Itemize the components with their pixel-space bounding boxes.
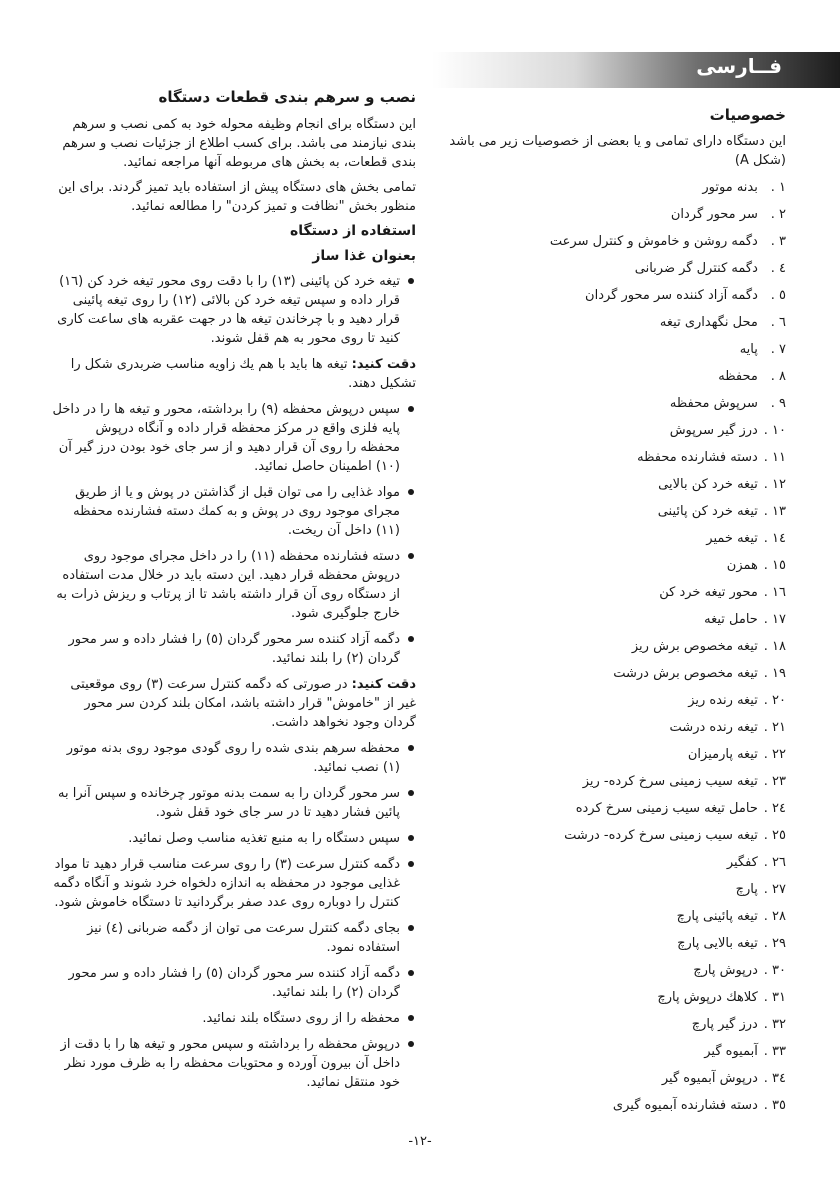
instructions-section bbox=[52, 88, 416, 1099]
part-number: ۱۰ . bbox=[762, 417, 786, 444]
usage-step: مواد غذایی را می توان قبل از گذاشتن در پوش و یا از طریق مجرای موجود روی در پوش و به کمك دسته فشارنده محفظه (۱۱) داخل آن ریخت. bbox=[52, 483, 416, 540]
part-number: ۳۲ . bbox=[762, 1011, 786, 1038]
part-number: ٥ . bbox=[762, 282, 786, 309]
part-number: ۲۷ . bbox=[762, 876, 786, 903]
part-number: ۱۹ . bbox=[762, 660, 786, 687]
note bbox=[52, 675, 416, 732]
part-item bbox=[432, 174, 786, 201]
note-text: تیغه ها باید با هم یك زاویه مناسب ضربدری شکل را تشکیل دهند. bbox=[70, 357, 416, 391]
part-label: تیغه خمیر bbox=[706, 531, 758, 546]
part-number: ۳ . bbox=[762, 228, 786, 255]
part-label: پایه bbox=[739, 342, 758, 357]
part-number: ۸ . bbox=[762, 363, 786, 390]
part-item bbox=[432, 282, 786, 309]
part-item bbox=[432, 633, 786, 660]
part-number: ١٦ . bbox=[762, 579, 786, 606]
assembly-title: نصب و سرهم بندی قطعات دستگاه bbox=[158, 88, 416, 106]
part-item bbox=[432, 255, 786, 282]
usage-step: سر محور گردان را به سمت بدنه موتور چرخانده و سپس آنرا به پائین فشار دهید تا در سر جای خود قفل شود. bbox=[52, 784, 416, 822]
usage-step: دگمه آزاد کننده سر محور گردان (٥) را فشار داده و سر محور گردان (۲) را بلند نمائید. bbox=[52, 964, 416, 1002]
part-label: دسته فشارنده محفظه bbox=[637, 450, 758, 465]
note-text: در صورتی که دگمه کنترل سرعت (۳) روی موقعیتی غیر از "خاموش" قرار داشته باشد، امکان بلند کردن سر محور گردان وجود نخواهد داشت. bbox=[70, 677, 416, 730]
part-number: ۲٦ . bbox=[762, 849, 786, 876]
specifications-title: خصوصیات bbox=[709, 106, 786, 124]
part-item bbox=[432, 498, 786, 525]
page-number: -۱۲- bbox=[408, 1134, 432, 1149]
part-label: تیغه مخصوص برش درشت bbox=[613, 666, 758, 681]
part-number: ۲۹ . bbox=[762, 930, 786, 957]
language-title: فــارسی bbox=[696, 54, 782, 78]
usage-step: محفظه سرهم بندی شده را روی گودی موجود روی بدنه موتور (۱) نصب نمائید. bbox=[52, 739, 416, 777]
part-number: ۱۳ . bbox=[762, 498, 786, 525]
part-number: ۱۸ . bbox=[762, 633, 786, 660]
part-label: همزن bbox=[726, 558, 758, 573]
usage-step: دگمه کنترل سرعت (۳) را روی سرعت مناسب قرار دهید تا مواد غذایی موجود در محفظه به اندازه دلخواه خرد شوند و آنگاه دگمه کنترل را دوباره روی عدد صفر برگردانید تا دستگاه خاموش شود. bbox=[52, 855, 416, 912]
part-number: ۱۱ . bbox=[762, 444, 786, 471]
part-label: تیغه مخصوص برش ریز bbox=[631, 639, 758, 654]
parts-list bbox=[432, 174, 786, 1119]
part-label: محور تیغه خرد کن bbox=[659, 585, 758, 600]
part-item bbox=[432, 741, 786, 768]
usage-step: بجای دگمه کنترل سرعت می توان از دگمه ضربانی (٤) نیز استفاده نمود. bbox=[52, 919, 416, 957]
part-number: ۲۱ . bbox=[762, 714, 786, 741]
part-number: ۲ . bbox=[762, 201, 786, 228]
part-item bbox=[432, 930, 786, 957]
part-item bbox=[432, 417, 786, 444]
part-item bbox=[432, 903, 786, 930]
part-label: محفظه bbox=[718, 369, 758, 384]
usage-title: استفاده از دستگاه bbox=[290, 223, 416, 239]
part-label: کلاهك درپوش پارچ bbox=[657, 990, 758, 1005]
language-header-bar bbox=[432, 52, 840, 88]
part-number: ۲۸ . bbox=[762, 903, 786, 930]
part-label: بدنه موتور bbox=[702, 180, 758, 195]
part-label: تیغه خرد کن بالایی bbox=[658, 477, 758, 492]
part-item bbox=[432, 957, 786, 984]
usage-step: دسته فشارنده محفظه (۱۱) را در داخل مجرای موجود روی درپوش محفظه قرار دهید. این دسته باید در خلال مدت استفاده از دستگاه روی آن قرار داشته باشد تا از پرتاب و ریزش ذرات به خارج جلوگیری شود. bbox=[52, 547, 416, 623]
part-label: سر محور گردان bbox=[670, 207, 758, 222]
part-item bbox=[432, 795, 786, 822]
note-label: دقت کنید: bbox=[351, 357, 416, 372]
part-item bbox=[432, 552, 786, 579]
part-number: ١٤ . bbox=[762, 525, 786, 552]
part-item bbox=[432, 687, 786, 714]
part-item bbox=[432, 606, 786, 633]
part-label: درز گیر سرپوش bbox=[669, 423, 758, 438]
part-label: تیغه سیب زمینی سرخ کرده- درشت bbox=[564, 828, 758, 843]
note bbox=[52, 355, 416, 393]
part-item bbox=[432, 525, 786, 552]
usage-step: محفظه را از روی دستگاه بلند نمائید. bbox=[52, 1009, 416, 1028]
part-number: ۹ . bbox=[762, 390, 786, 417]
usage-step: درپوش محفظه را برداشته و سپس محور و تیغه ها را با دقت از داخل آن بیرون آورده و محتویات محفظه را به ظرف مورد نظر خود منتقل نمائید. bbox=[52, 1035, 416, 1092]
note-label: دقت کنید: bbox=[351, 677, 416, 692]
cleaning-paragraph: تمامی بخش های دستگاه پیش از استفاده باید تمیز گردند. برای این منظور بخش "نظافت و تمیز کردن" را مطالعه نمائید. bbox=[58, 180, 416, 214]
part-label: دگمه کنترل گر ضربانی bbox=[634, 261, 758, 276]
part-label: تیغه بالایی پارچ bbox=[677, 936, 758, 951]
part-item bbox=[432, 309, 786, 336]
part-number: ۲۲ . bbox=[762, 741, 786, 768]
part-item bbox=[432, 1065, 786, 1092]
part-label: درز گیر پارچ bbox=[691, 1017, 758, 1032]
part-item bbox=[432, 822, 786, 849]
assembly-paragraph: این دستگاه برای انجام وظیفه محوله خود به کمی نصب و سرهم بندی نیازمند می باشد. برای کسب اطلاع از جزئیات نصب و سرهم بندی قطعات، به بخش های مربوطه آنها مراجعه نمائید. bbox=[62, 117, 416, 170]
part-item bbox=[432, 471, 786, 498]
part-label: درپوش آبمیوه گیر bbox=[661, 1071, 758, 1086]
part-label: سرپوش محفظه bbox=[669, 396, 758, 411]
part-label: تیغه رنده درشت bbox=[669, 720, 758, 735]
usage-step: سپس درپوش محفظه (۹) را برداشته، محور و تیغه ها را در داخل پایه فلزی واقع در مرکز محفظه قرار داده و آنگاه درپوش محفظه را روی آن قرار دهید و از سر جای خود بودن درز گیر آن (۱۰) اطمینان حاصل نمائید. bbox=[52, 400, 416, 476]
part-number: ٤ . bbox=[762, 255, 786, 282]
part-item bbox=[432, 1011, 786, 1038]
usage-step: سپس دستگاه را به منبع تغذیه مناسب وصل نمائید. bbox=[52, 829, 416, 848]
part-number: ٦ . bbox=[762, 309, 786, 336]
part-item bbox=[432, 228, 786, 255]
part-number: ۲٤ . bbox=[762, 795, 786, 822]
part-number: ۱ . bbox=[762, 174, 786, 201]
part-label: پارچ bbox=[735, 882, 758, 897]
part-label: دگمه آزاد کننده سر محور گردان bbox=[585, 288, 758, 303]
specifications-section bbox=[432, 100, 786, 1119]
part-number: ۲۳ . bbox=[762, 768, 786, 795]
part-label: تیغه پارمیزان bbox=[687, 747, 758, 762]
part-item bbox=[432, 444, 786, 471]
part-number: ۲٥ . bbox=[762, 822, 786, 849]
part-label: آبمیوه گیر bbox=[704, 1044, 758, 1059]
part-label: محل نگهداری تیغه bbox=[659, 315, 758, 330]
part-label: کفگیر bbox=[726, 855, 758, 870]
part-label: تیغه رنده ریز bbox=[688, 693, 758, 708]
part-label: حامل تیغه bbox=[704, 612, 758, 627]
usage-step: تیغه خرد کن پائینی (۱۳) را با دقت روی محور تیغه خرد کن (١٦) قرار داده و سپس تیغه خرد کن بالائی (۱۲) را روی تیغه پائینی قرار دهید و با چرخاندن تیغه ها در جهت عقربه های ساعت کاری کنید تا روی محور به هم قفل شوند. bbox=[52, 272, 416, 348]
part-item bbox=[432, 336, 786, 363]
part-label: تیغه پائینی پارچ bbox=[676, 909, 758, 924]
part-item bbox=[432, 579, 786, 606]
part-item bbox=[432, 984, 786, 1011]
part-item bbox=[432, 849, 786, 876]
part-number: ۱۷ . bbox=[762, 606, 786, 633]
part-number: ۳۰ . bbox=[762, 957, 786, 984]
food-processor-subtitle: بعنوان غذا ساز bbox=[312, 248, 416, 264]
part-number: ۱۲ . bbox=[762, 471, 786, 498]
part-number: ۲۰ . bbox=[762, 687, 786, 714]
part-item bbox=[432, 1092, 786, 1119]
part-item bbox=[432, 660, 786, 687]
part-number: ۷ . bbox=[762, 336, 786, 363]
part-item bbox=[432, 363, 786, 390]
part-number: ۳۱ . bbox=[762, 984, 786, 1011]
part-item bbox=[432, 1038, 786, 1065]
part-item bbox=[432, 714, 786, 741]
part-label: دسته فشارنده آبمیوه گیری bbox=[612, 1098, 758, 1113]
usage-steps bbox=[52, 272, 416, 1092]
part-label: تیغه خرد کن پائینی bbox=[657, 504, 758, 519]
part-item bbox=[432, 768, 786, 795]
part-number: ۳٥ . bbox=[762, 1092, 786, 1119]
part-number: ١٥ . bbox=[762, 552, 786, 579]
part-label: تیغه سیب زمینی سرخ کرده- ریز bbox=[582, 774, 758, 789]
part-label: درپوش پارچ bbox=[693, 963, 758, 978]
part-number: ۳۳ . bbox=[762, 1038, 786, 1065]
part-item bbox=[432, 876, 786, 903]
part-item bbox=[432, 390, 786, 417]
part-item bbox=[432, 201, 786, 228]
part-number: ۳٤ . bbox=[762, 1065, 786, 1092]
specifications-intro: این دستگاه دارای تمامی و یا بعضی از خصوصیات زیر می باشد (شکل A) bbox=[449, 134, 786, 168]
part-label: حامل تیغه سیب زمینی سرخ کرده bbox=[575, 801, 758, 816]
usage-step: دگمه آزاد کننده سر محور گردان (٥) را فشار داده و سر محور گردان (۲) را بلند نمائید. bbox=[52, 630, 416, 668]
part-label: دگمه روشن و خاموش و کنترل سرعت bbox=[549, 234, 758, 249]
